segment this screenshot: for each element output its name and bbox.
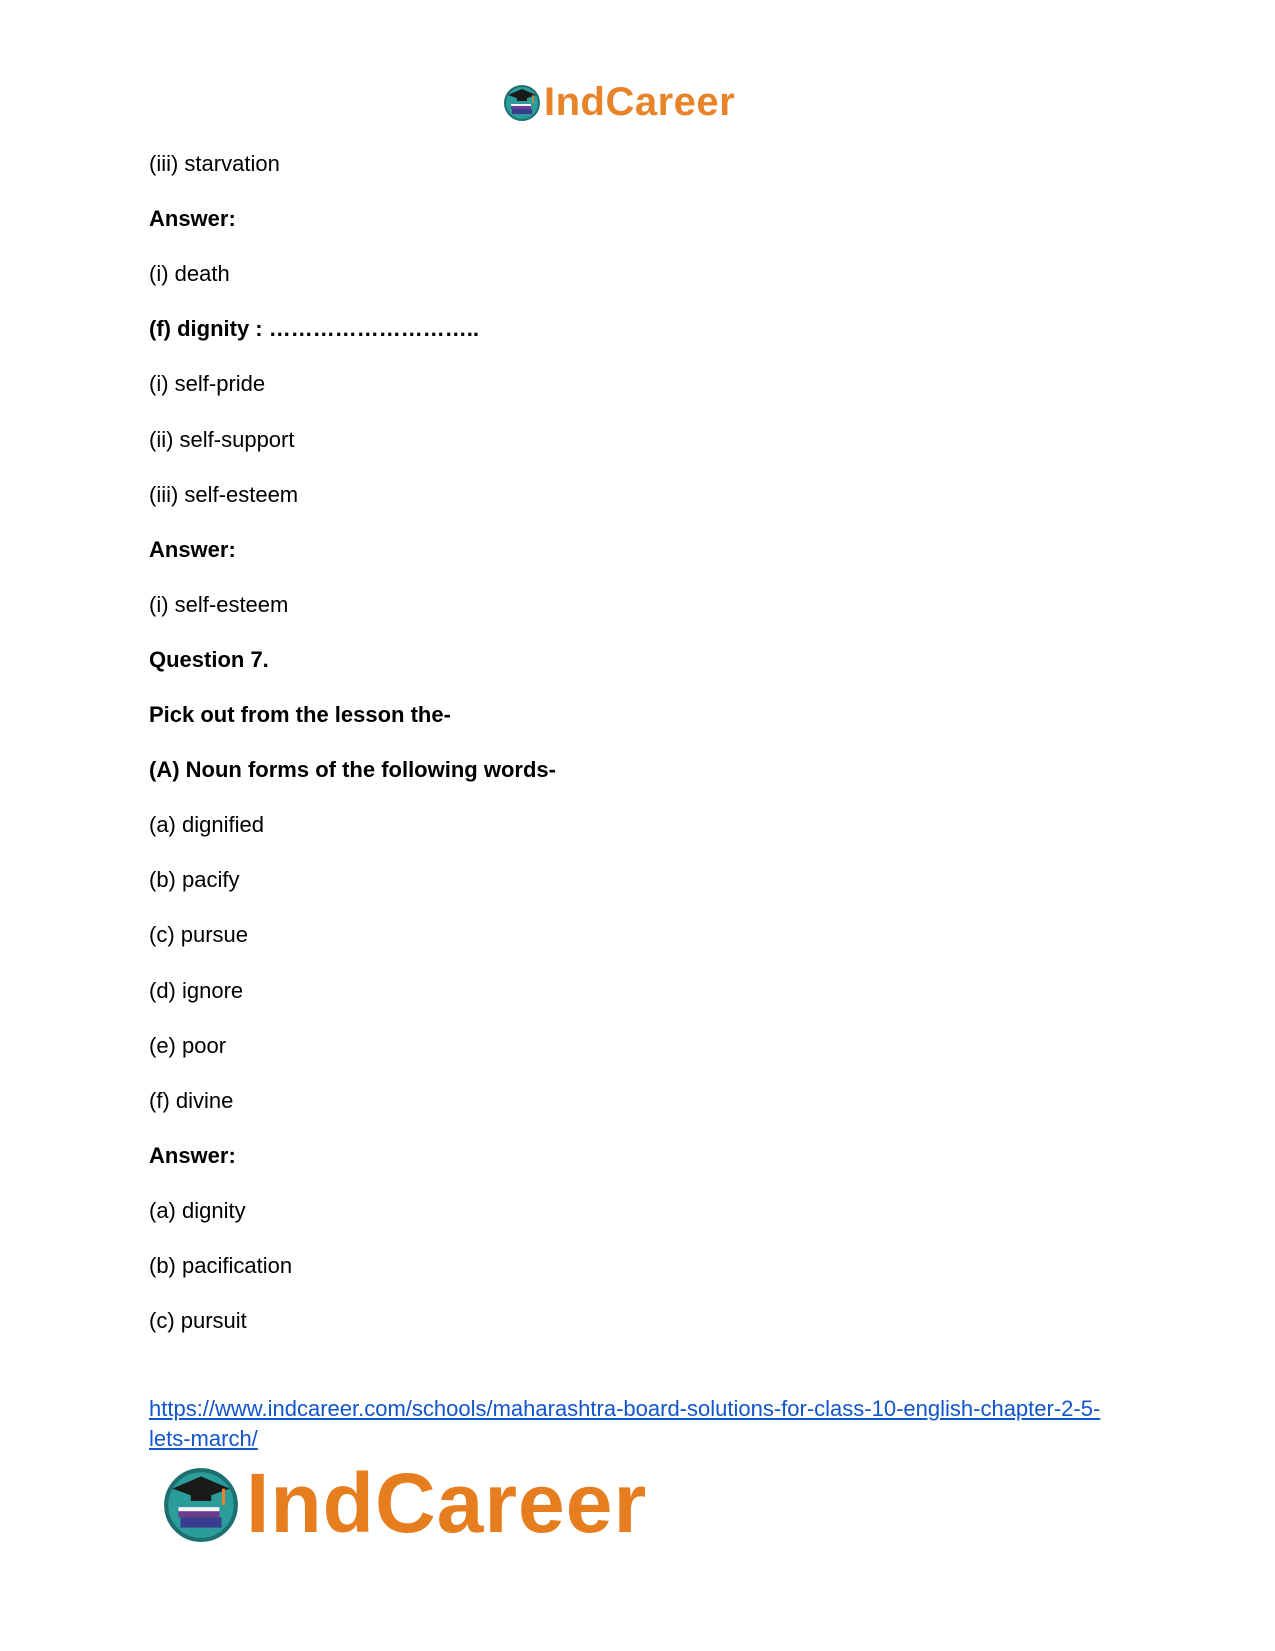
footer-logo — [160, 1458, 647, 1548]
heading-line: Answer: — [149, 1143, 236, 1168]
text-line: (b) pacification — [149, 1253, 293, 1278]
text-line: (e) poor — [149, 1033, 227, 1058]
text-line: (c) pursuit — [149, 1308, 247, 1333]
logo-text: IndCareer — [544, 80, 736, 124]
text-line: (i) self-esteem — [149, 592, 289, 617]
text-line: (iii) self-esteem — [149, 482, 299, 507]
logo-text: IndCareer — [246, 1456, 648, 1550]
source-url-link[interactable]: https://www.indcareer.com/schools/maharashtra-board-solutions-for-class-10-english-chapter-2-5-lets-march/ — [149, 1396, 1101, 1451]
text-line: (ii) self-support — [149, 427, 295, 452]
graduation-cap-books-icon — [502, 82, 542, 122]
text-line: (b) pacify — [149, 867, 240, 892]
heading-line: Answer: — [149, 537, 236, 562]
text-line: (iii) starvation — [149, 151, 280, 176]
text-line: (i) self-pride — [149, 371, 266, 396]
text-line: (a) dignified — [149, 812, 264, 837]
text-line: (i) death — [149, 261, 230, 286]
graduation-cap-books-icon — [160, 1462, 242, 1544]
heading-line: (A) Noun forms of the following words- — [149, 757, 556, 782]
heading-line: (f) dignity : ……………………….. — [149, 316, 479, 341]
heading-line: Answer: — [149, 206, 236, 231]
text-line: (f) divine — [149, 1088, 234, 1113]
heading-line: Pick out from the lesson the- — [149, 702, 451, 727]
text-line: (c) pursue — [149, 922, 249, 947]
text-line: (a) dignity — [149, 1198, 246, 1223]
heading-line: Question 7. — [149, 647, 269, 672]
text-line: (d) ignore — [149, 978, 244, 1003]
header-logo — [502, 80, 735, 124]
